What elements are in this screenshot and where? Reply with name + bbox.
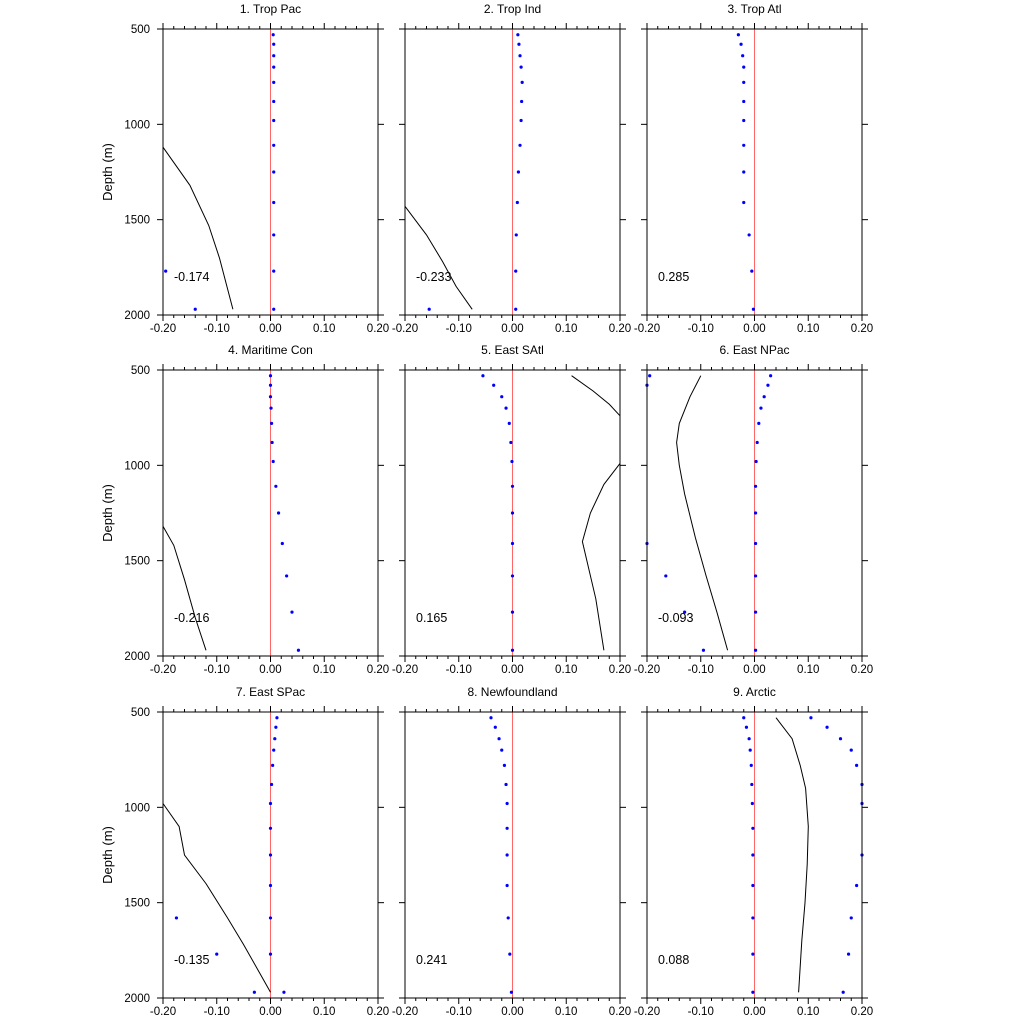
- data-point: [269, 407, 272, 410]
- data-point: [270, 422, 273, 425]
- x-tick-label: 0.10: [797, 323, 820, 335]
- x-tick-label: 0.20: [366, 323, 390, 335]
- data-point: [514, 270, 517, 273]
- data-point: [742, 170, 745, 173]
- data-point: [741, 54, 744, 57]
- profile-line: [405, 206, 472, 309]
- y-tick-label: 500: [130, 365, 150, 377]
- data-point: [754, 485, 757, 488]
- data-point: [516, 201, 519, 204]
- x-tick-label: 0.10: [313, 664, 336, 676]
- data-point: [756, 441, 759, 444]
- data-point: [850, 916, 853, 919]
- data-point: [272, 233, 275, 236]
- data-point: [520, 100, 523, 103]
- x-tick-label: -0.20: [149, 1006, 177, 1018]
- data-point: [518, 54, 521, 57]
- y-tick-label: 2000: [124, 310, 150, 322]
- data-point: [494, 726, 497, 729]
- x-tick-label: 0.00: [743, 664, 766, 676]
- data-point: [511, 542, 514, 545]
- data-point: [489, 716, 492, 719]
- x-tick-label: 0.10: [313, 323, 336, 335]
- y-tick-label: 1500: [124, 897, 150, 910]
- data-point: [769, 374, 772, 377]
- data-point: [275, 716, 278, 719]
- x-tick-label: -0.10: [687, 664, 714, 676]
- data-point: [755, 460, 758, 463]
- data-point: [516, 33, 519, 36]
- data-point: [175, 916, 178, 919]
- data-point: [497, 737, 500, 740]
- x-tick-label: 0.00: [501, 323, 524, 335]
- panel-title: 1. Trop Pac: [239, 2, 302, 16]
- panel-title: 2. Trop Ind: [483, 2, 542, 16]
- x-tick-label: -0.20: [633, 664, 661, 676]
- panel-title: 7. East SPac: [235, 685, 306, 699]
- data-point: [511, 611, 514, 614]
- correlation-value: -0.135: [174, 953, 210, 967]
- profile-line: [572, 376, 620, 416]
- data-point: [272, 170, 275, 173]
- data-point: [270, 783, 273, 786]
- y-tick-label: 1500: [124, 555, 150, 568]
- data-point: [492, 384, 495, 387]
- data-point: [506, 853, 509, 856]
- x-tick-label: 0.00: [743, 1006, 766, 1018]
- data-point: [842, 991, 845, 994]
- data-point: [511, 649, 514, 652]
- data-point: [272, 43, 275, 46]
- data-point: [500, 749, 503, 752]
- data-point: [506, 802, 509, 805]
- panel-title: 6. East NPac: [719, 343, 790, 357]
- correlation-value: 0.165: [416, 611, 448, 625]
- panel-title: 3. Trop Atl: [727, 2, 782, 16]
- data-point: [272, 270, 275, 273]
- x-tick-label: -0.20: [391, 1006, 419, 1018]
- data-point: [506, 827, 509, 830]
- data-point: [757, 422, 760, 425]
- x-tick-label: 0.20: [366, 1006, 390, 1018]
- y-tick-label: 1000: [124, 119, 150, 132]
- data-point: [748, 737, 751, 740]
- correlation-value: -0.093: [658, 611, 694, 625]
- panel-title: 8. Newfoundland: [467, 685, 558, 699]
- data-point: [481, 374, 484, 377]
- x-tick-label: -0.10: [687, 323, 714, 335]
- data-point: [281, 542, 284, 545]
- data-point: [269, 802, 272, 805]
- x-tick-label: 0.00: [501, 1006, 524, 1018]
- x-tick-label: 0.00: [501, 664, 524, 676]
- data-point: [507, 916, 510, 919]
- y-tick-label: 1000: [124, 460, 150, 473]
- x-tick-label: -0.20: [149, 323, 177, 335]
- data-point: [839, 737, 842, 740]
- x-tick-label: 0.10: [313, 1006, 336, 1018]
- correlation-value: 0.088: [658, 953, 690, 967]
- x-tick-label: 0.20: [850, 323, 874, 335]
- data-point: [766, 384, 769, 387]
- x-tick-label: 0.00: [259, 664, 282, 676]
- correlation-value: -0.174: [174, 270, 210, 284]
- data-point: [500, 395, 503, 398]
- data-point: [272, 100, 275, 103]
- panel-2: [392, 2, 631, 335]
- data-point: [750, 270, 753, 273]
- correlation-value: -0.233: [416, 270, 452, 284]
- data-point: [515, 233, 518, 236]
- y-tick-label: 2000: [124, 993, 150, 1005]
- data-point: [751, 953, 754, 956]
- x-tick-label: 0.20: [366, 664, 390, 676]
- data-point: [269, 384, 272, 387]
- x-tick-label: 0.20: [608, 664, 632, 676]
- data-point: [702, 649, 705, 652]
- x-tick-label: 0.10: [555, 323, 578, 335]
- data-point: [751, 991, 754, 994]
- y-tick-label: 500: [130, 24, 150, 36]
- x-tick-label: 0.20: [850, 664, 874, 676]
- data-point: [511, 485, 514, 488]
- data-point: [271, 764, 274, 767]
- data-point: [428, 308, 431, 311]
- data-point: [737, 33, 740, 36]
- data-point: [850, 749, 853, 752]
- x-tick-label: 0.00: [259, 323, 282, 335]
- data-point: [748, 233, 751, 236]
- data-point: [739, 43, 742, 46]
- data-point: [297, 649, 300, 652]
- data-point: [272, 81, 275, 84]
- data-point: [754, 611, 757, 614]
- data-point: [274, 726, 277, 729]
- x-tick-label: 0.10: [555, 1006, 578, 1018]
- data-point: [506, 884, 509, 887]
- data-point: [164, 270, 167, 273]
- y-tick-label: 1000: [124, 802, 150, 815]
- y-axis-label: Depth (m): [100, 143, 115, 201]
- data-point: [272, 460, 275, 463]
- data-point: [508, 953, 511, 956]
- data-point: [517, 170, 520, 173]
- data-point: [754, 542, 757, 545]
- data-point: [514, 308, 517, 311]
- x-tick-label: -0.10: [203, 323, 230, 335]
- data-point: [508, 422, 511, 425]
- panel-title: 5. East SAtl: [481, 343, 544, 357]
- data-point: [271, 441, 274, 444]
- data-point: [754, 511, 757, 514]
- data-point: [521, 81, 524, 84]
- x-tick-label: -0.10: [445, 1006, 472, 1018]
- data-point: [742, 66, 745, 69]
- x-tick-label: -0.10: [687, 1006, 714, 1018]
- x-tick-label: 0.00: [743, 323, 766, 335]
- data-point: [742, 716, 745, 719]
- data-point: [520, 66, 523, 69]
- data-point: [253, 991, 256, 994]
- x-tick-label: -0.20: [633, 1006, 661, 1018]
- panel-8: [392, 685, 631, 1018]
- profile-line: [677, 376, 728, 651]
- data-point: [754, 574, 757, 577]
- x-tick-label: -0.20: [391, 664, 419, 676]
- y-tick-label: 2000: [124, 651, 150, 663]
- data-point: [648, 374, 651, 377]
- x-tick-label: 0.10: [797, 664, 820, 676]
- data-point: [751, 884, 754, 887]
- data-point: [272, 308, 275, 311]
- data-point: [517, 43, 520, 46]
- profile-line: [776, 718, 808, 993]
- data-point: [269, 374, 272, 377]
- data-point: [285, 574, 288, 577]
- x-tick-label: 0.10: [797, 1006, 820, 1018]
- data-point: [510, 460, 513, 463]
- data-point: [511, 574, 514, 577]
- data-point: [751, 853, 754, 856]
- data-point: [763, 395, 766, 398]
- data-point: [855, 884, 858, 887]
- data-point: [215, 953, 218, 956]
- data-point: [751, 827, 754, 830]
- data-point: [847, 953, 850, 956]
- panel-3: [634, 2, 873, 335]
- x-tick-label: -0.10: [203, 664, 230, 676]
- profile-line: [163, 526, 206, 650]
- x-tick-label: 0.00: [259, 1006, 282, 1018]
- profile-line: [163, 147, 233, 309]
- panel-title: 9. Arctic: [733, 685, 776, 699]
- panel-5: [392, 343, 631, 676]
- data-point: [750, 783, 753, 786]
- data-point: [825, 726, 828, 729]
- data-point: [504, 407, 507, 410]
- data-point: [269, 916, 272, 919]
- x-tick-label: 0.20: [608, 1006, 632, 1018]
- data-point: [272, 54, 275, 57]
- data-point: [282, 991, 285, 994]
- x-tick-label: -0.10: [445, 323, 472, 335]
- data-point: [194, 308, 197, 311]
- data-point: [290, 611, 293, 614]
- data-point: [745, 726, 748, 729]
- data-point: [752, 308, 755, 311]
- data-point: [511, 511, 514, 514]
- correlation-value: -0.216: [174, 611, 210, 625]
- data-point: [273, 737, 276, 740]
- data-point: [742, 119, 745, 122]
- data-point: [809, 716, 812, 719]
- data-point: [749, 749, 752, 752]
- x-tick-label: -0.10: [203, 1006, 230, 1018]
- data-point: [742, 144, 745, 147]
- data-point: [269, 884, 272, 887]
- data-point: [520, 119, 523, 122]
- y-tick-label: 1500: [124, 214, 150, 227]
- data-point: [742, 201, 745, 204]
- panel-9: [634, 685, 873, 1018]
- data-point: [269, 953, 272, 956]
- data-point: [269, 827, 272, 830]
- data-point: [272, 33, 275, 36]
- data-point: [274, 485, 277, 488]
- data-point: [754, 649, 757, 652]
- x-tick-label: -0.20: [633, 323, 661, 335]
- data-point: [269, 853, 272, 856]
- data-point: [750, 764, 753, 767]
- data-point: [504, 783, 507, 786]
- data-point: [664, 574, 667, 577]
- data-point: [751, 802, 754, 805]
- x-tick-label: -0.20: [149, 664, 177, 676]
- data-point: [269, 395, 272, 398]
- panel-4: [100, 343, 389, 676]
- data-point: [759, 407, 762, 410]
- y-axis-label: Depth (m): [100, 826, 115, 884]
- panel-title: 4. Maritime Con: [228, 343, 313, 357]
- data-point: [510, 991, 513, 994]
- data-point: [742, 100, 745, 103]
- data-point: [742, 81, 745, 84]
- panel-1: [100, 2, 389, 335]
- data-point: [518, 144, 521, 147]
- data-point: [272, 66, 275, 69]
- x-tick-label: -0.10: [445, 664, 472, 676]
- x-tick-label: 0.10: [555, 664, 578, 676]
- data-point: [503, 764, 506, 767]
- profile-line: [582, 463, 620, 650]
- data-point: [855, 764, 858, 767]
- x-tick-label: 0.20: [850, 1006, 874, 1018]
- panel-6: [634, 343, 873, 676]
- correlation-value: 0.285: [658, 270, 690, 284]
- y-tick-label: 500: [130, 707, 150, 719]
- data-point: [277, 511, 280, 514]
- data-point: [272, 144, 275, 147]
- correlation-value: 0.241: [416, 953, 448, 967]
- data-point: [509, 441, 512, 444]
- data-point: [272, 119, 275, 122]
- x-tick-label: -0.20: [391, 323, 419, 335]
- data-point: [751, 916, 754, 919]
- y-axis-label: Depth (m): [100, 484, 115, 542]
- x-tick-label: 0.20: [608, 323, 632, 335]
- panel-7: [100, 685, 389, 1018]
- data-point: [272, 749, 275, 752]
- data-point: [272, 201, 275, 204]
